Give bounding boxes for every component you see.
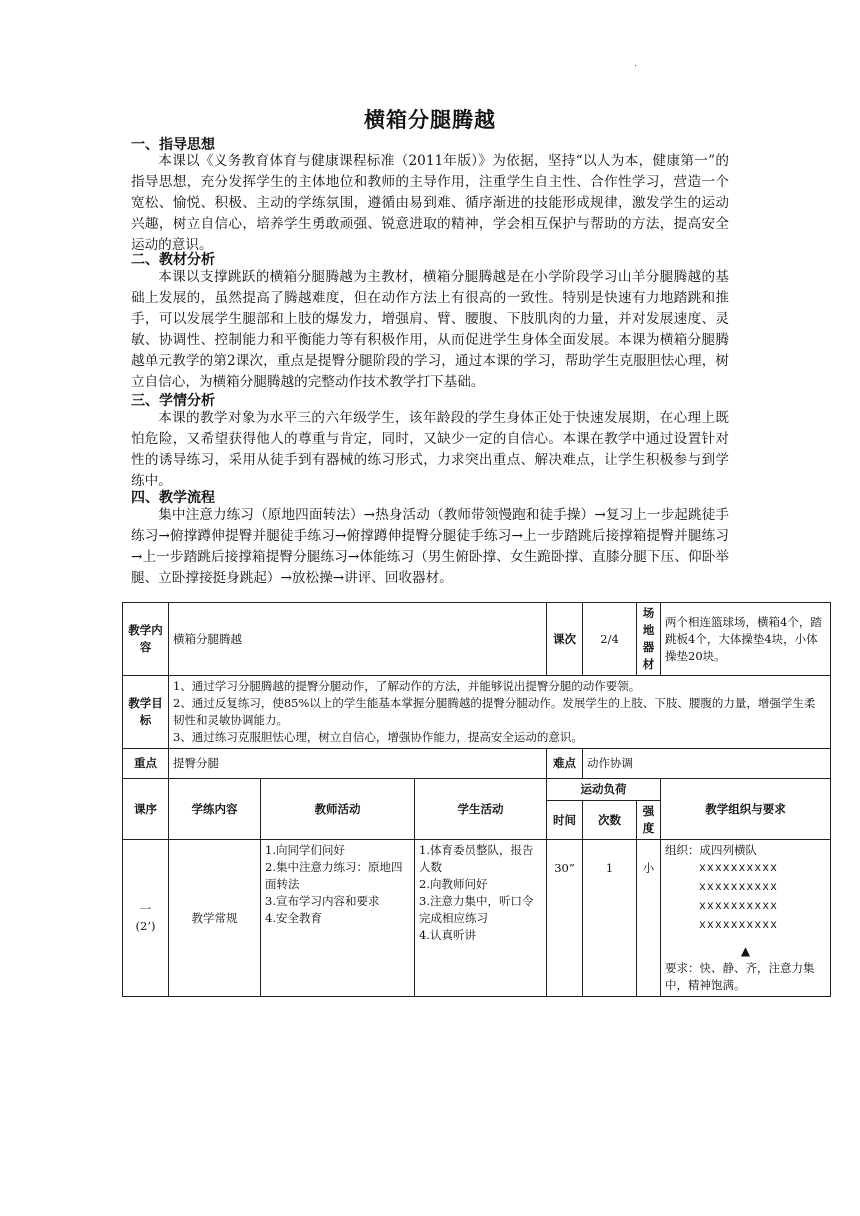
content-label: 教学内容 [123,603,169,676]
goals-label: 教学目标 [123,676,169,749]
header-teacher: 教师活动 [261,779,415,840]
row1-order [123,840,169,997]
venue-label: 场地器材 [637,603,661,676]
section-heading-guiding: 一、指导思想 [131,137,215,153]
teacher-step-1: 1.向同学们问好 [265,843,345,857]
goal-1: 1、通过学习分腿腾越的提臀分腿动作，了解动作的方法，并能够说出提臀分腿的动作要领。 [173,679,641,693]
header-load: 运动负荷 [547,779,661,801]
header-order: 课序 [123,779,169,840]
section-heading-students: 三、学情分析 [131,393,215,409]
teacher-step-2: 2.集中注意力练习：原地四面转法 [265,860,403,891]
goals-cell [169,676,831,749]
header-content: 学练内容 [169,779,261,840]
lesson-label: 课次 [547,603,583,676]
venue-value: 两个相连篮球场，横箱4个，踏跳板4个，大体操垫4块，小体操垫20块。 [661,603,831,676]
difficulty-value: 动作协调 [583,749,831,779]
key-label: 重点 [123,749,169,779]
org-requirements: 要求：快、静、齐，注意力集中，精神饱满。 [665,961,815,992]
formation-row: xxxxxxxxxx [699,881,779,894]
section-text-guiding: 本课以《义务教育体育与健康课程标准（2011年版）》为依据，坚持“以人为本，健康第一”的指导思想，充分发挥学生的主体地位和教师的主导作用，注重学生自主性、合作性学习，营造一个宽松、愉悦、积极、主动的学练氛围，遵循由易到难、循序渐进的技能形成规律，激发学生的运动兴趣，树立自信心，培养学生勇敢顽强、锐意进取的精神，学会相互保护与帮助的方法，提高安全运动的意识。 [131,153,729,253]
row1-content: 教学常规 [169,840,261,997]
header-count: 次数 [583,801,637,840]
row1-intensity: 小 [637,840,661,997]
formation-row: xxxxxxxxxx [699,900,779,913]
row1-teacher [261,840,415,997]
row1-organization [661,840,831,997]
teacher-position-icon: ▲ [740,944,751,958]
formation-row: xxxxxxxxxx [699,919,779,932]
corner-mark: . [634,58,638,69]
lesson-value: 2/4 [583,603,637,676]
header-intensity: 强度 [637,801,661,840]
row1-time: 30” [547,840,583,997]
difficulty-label: 难点 [547,749,583,779]
header-student: 学生活动 [415,779,547,840]
goal-3: 3、通过练习克服胆怯心理，树立自信心，增强协作能力，提高安全运动的意识。 [173,730,583,744]
section-heading-material: 二、教材分析 [131,252,215,268]
formation-row: xxxxxxxxxx [699,862,779,875]
row1-count: 1 [583,840,637,997]
header-time: 时间 [547,801,583,840]
section-text-students: 本课的教学对象为水平三的六年级学生，该年龄段的学生身体正处于快速发展期，在心理上既怕危险，又希望获得他人的尊重与肯定，同时，又缺少一定的自信心。本课在教学中通过设置针对性的诱导练习，采用从徒手到有器械的练习形式，力求突出重点、解决难点，让学生积极参与到学练中。 [131,410,729,489]
student-step-4: 4.认真听讲 [419,928,476,942]
student-step-3: 3.注意力集中，听口令完成相应练习 [419,894,534,925]
teacher-step-4: 4.安全教育 [265,911,322,925]
key-value: 提臀分腿 [169,749,547,779]
lesson-plan-table [122,602,831,997]
row1-student [415,840,547,997]
section-text-material: 本课以支撑跳跃的横箱分腿腾越为主教材，横箱分腿腾越是在小学阶段学习山羊分腿腾越的基础上发展的，虽然提高了腾越难度，但在动作方法上有很高的一致性。特别是快速有力地踏跳和推手，可以发展学生腿部和上肢的爆发力，增强肩、臂、腰腹、下肢肌肉的力量，并对发展速度、灵敏、协调性、控制能力和平衡能力等有积极作用，从而促进学生身体全面发展。本课为横箱分腿腾越单元教学的第2课次，重点是提臀分腿阶段的学习，通过本课的学习，帮助学生克服胆怯心理，树立自信心，为横箱分腿腾越的完整动作技术教学打下基础。 [131,269,729,390]
row1-order-time: (2’) [135,919,156,933]
section-text-flow: 集中注意力练习（原地四面转法）→热身活动（教师带领慢跑和徒手操）→复习上一步起跳徒手练习→俯撑蹲伸提臀并腿徒手练习→俯撑蹲伸提臀分腿徒手练习→上一步踏跳后接撑箱提臀并腿练习→上一步踏跳后接撑箱提臀分腿练习→体能练习（男生俯卧撑、女生跪卧撑、直膝分腿下压、仰卧举腿、立卧撑接挺身跳起）→放松操→讲评、回收器材。 [131,507,729,586]
content-value: 横箱分腿腾越 [169,603,547,676]
teacher-step-3: 3.宣布学习内容和要求 [265,894,380,908]
student-step-2: 2.向教师问好 [419,877,488,891]
row1-order-number: 一 [139,902,152,916]
page-title: 横箱分腿腾越 [364,108,496,132]
formation-grid [665,859,826,935]
header-org: 教学组织与要求 [661,779,831,840]
goal-2: 2、通过反复练习，使85%以上的学生能基本掌握分腿腾越的提臀分腿动作。发展学生的上肢、下肢、腰腹的力量，增强学生柔韧性和灵敏协调能力。 [173,696,816,727]
section-heading-flow: 四、教学流程 [131,490,215,506]
student-step-1: 1.体育委员整队，报告人数 [419,843,534,874]
org-intro: 组织：成四列横队 [665,843,758,857]
